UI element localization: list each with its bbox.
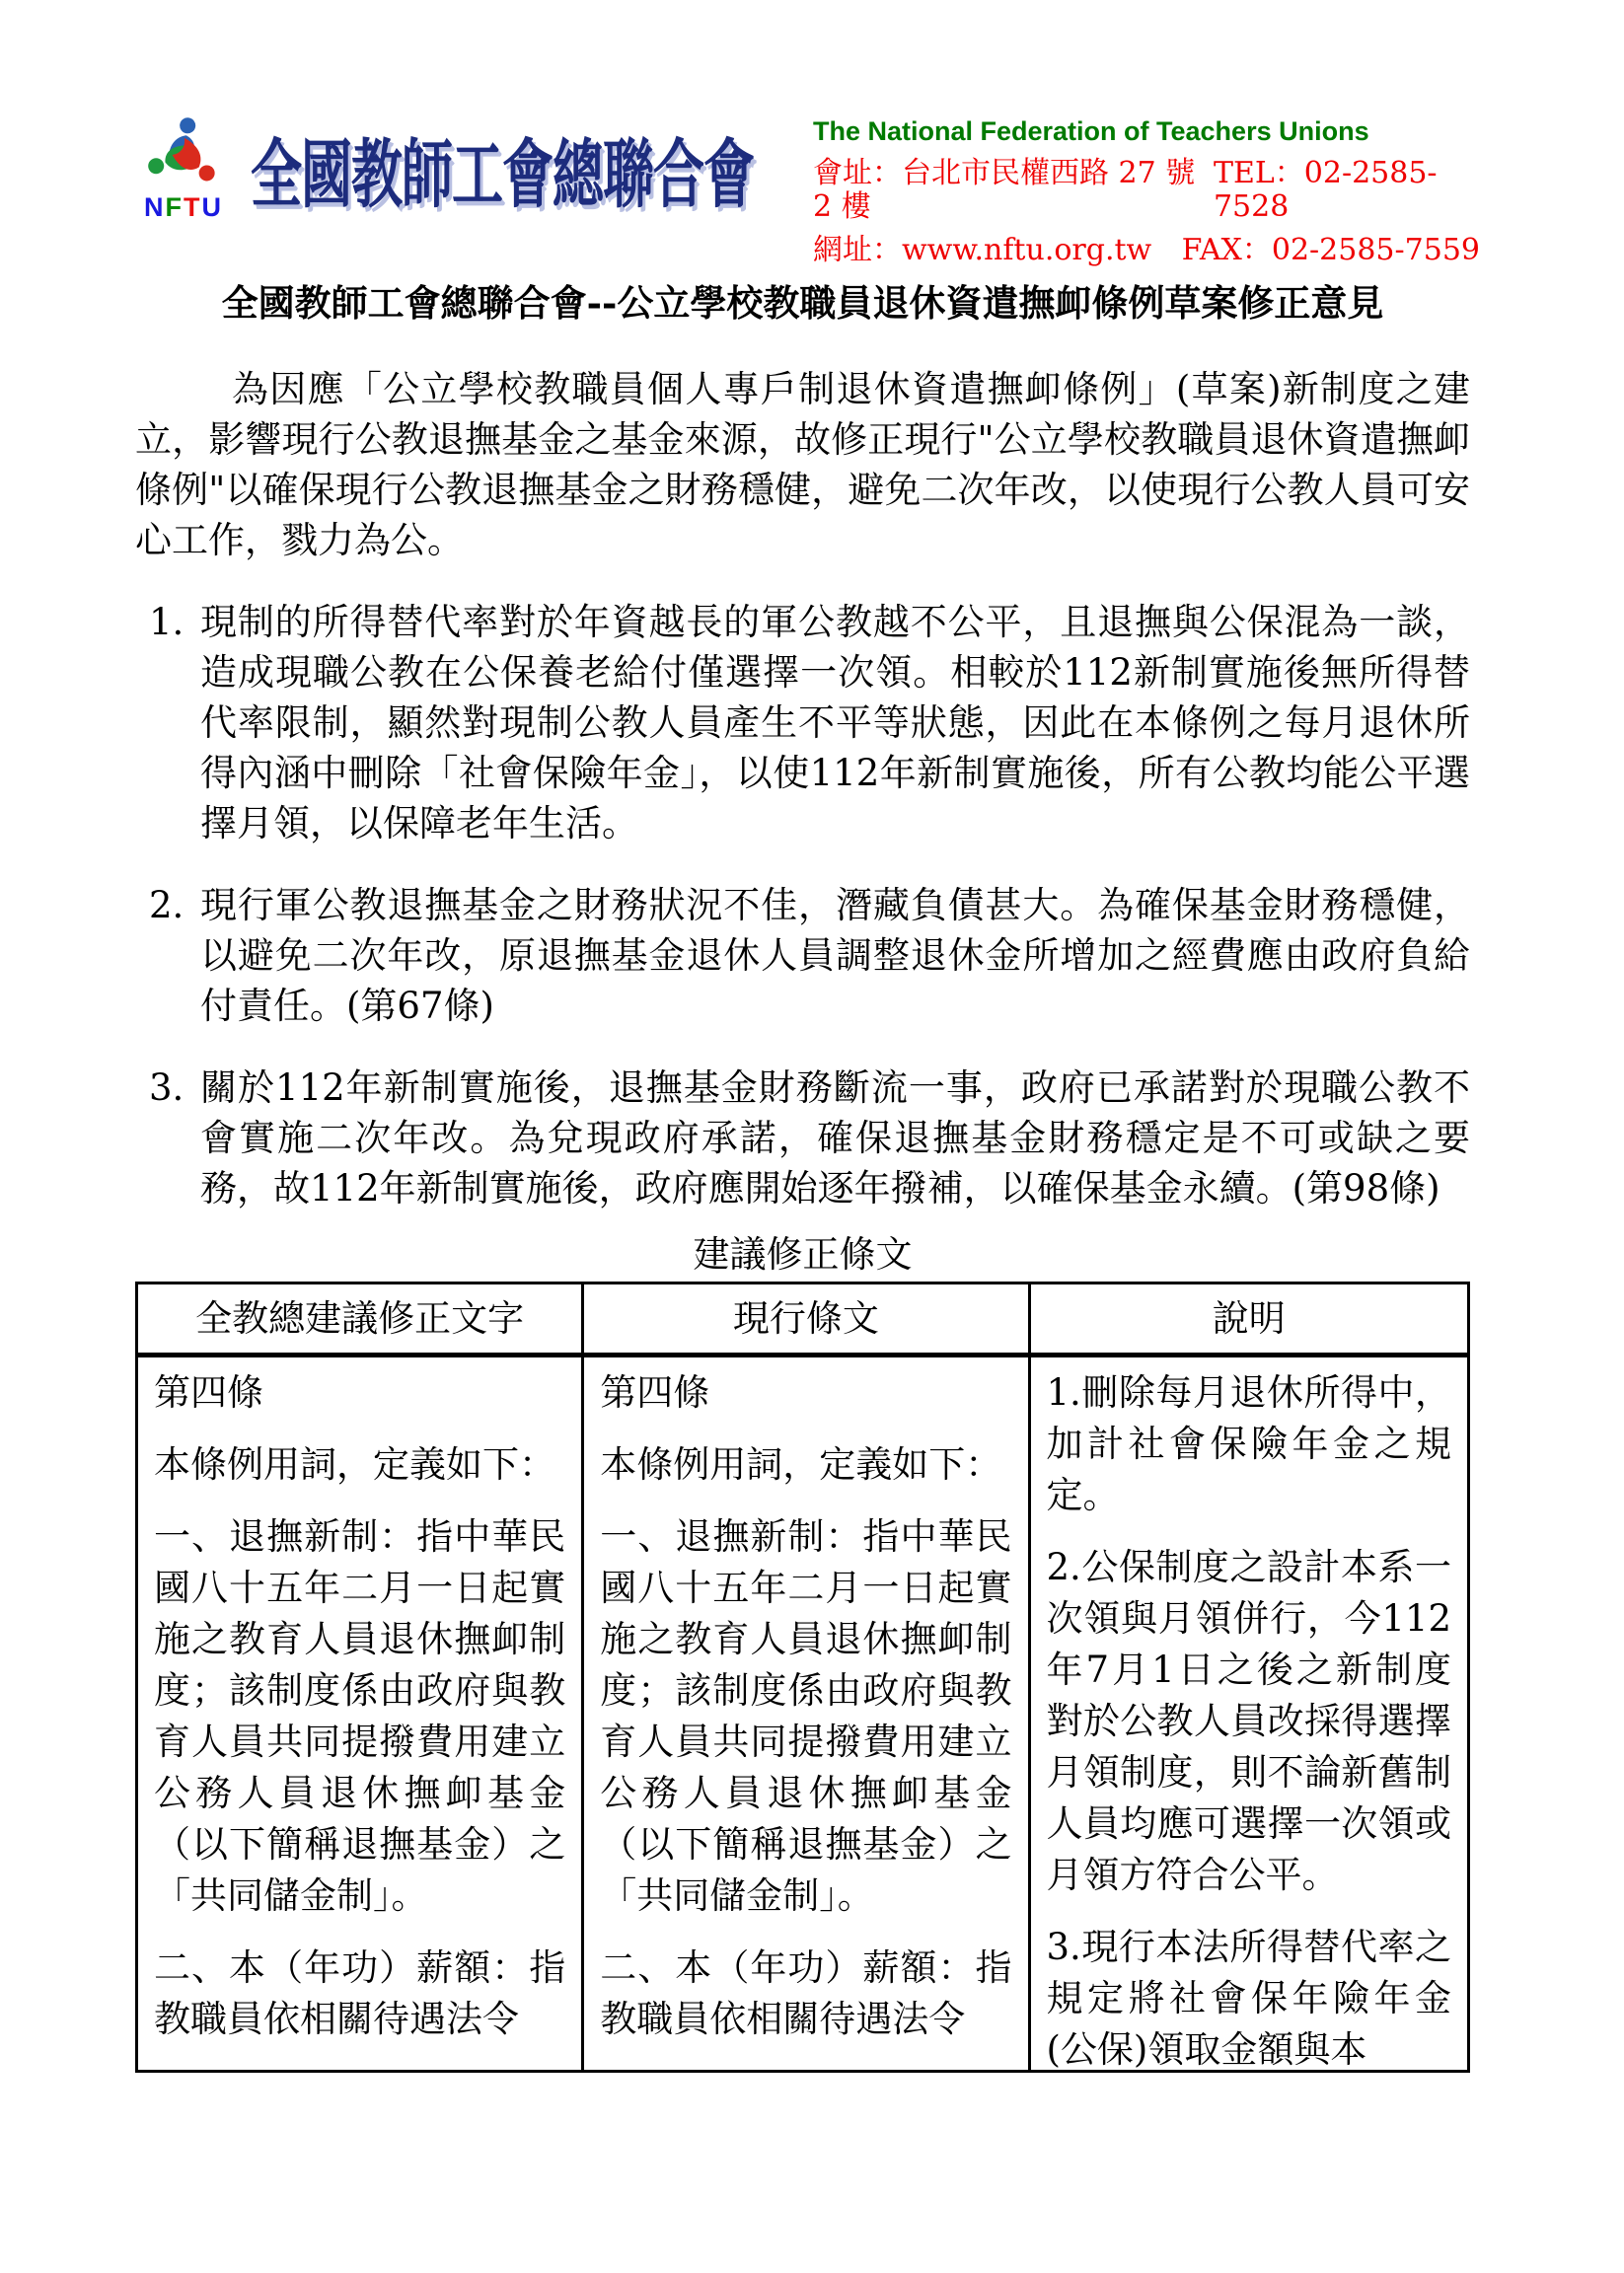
explanation-paragraphs: 1.刪除每月退休所得中，加計社會保險年金之規定。 2.公保制度之設計本系一次領與月領併行，今112年7月1日之後之新制度對於公教人員改採得選擇月領制度，則不論新舊制人員均應可選擇一次領或月領方符合公平。 3.現行本法所得替代率之規定將社會保年險年金(公保)領取金額與本 (1046, 1371, 1451, 2070)
cell-explanation-text (1029, 1356, 1469, 2072)
point-2-text: 現行軍公教退撫基金之財務狀況不佳，潛藏負債甚大。為確保基金財務穩健，以避免二次年改，原退撫基金退休人員調整退休金所增加之經費應由政府負給付責任。(第67條) (200, 884, 1470, 1027)
numbered-points (135, 597, 1470, 1213)
proposed-paragraphs: 第四條 本條例用詞，定義如下： 一、退撫新制：指中華民國八十五年二月一日起實施之教育人員退休撫卹制度；該制度係由政府與教育人員共同提撥費用建立公務人員退休撫卹基金（以下簡稱退撫基金）之「共同儲金制」。 二、本（年功）薪額：指教職員依相關待遇法令 (154, 1371, 566, 2040)
point-3-text: 關於112年新制實施後，退撫基金財務斷流一事，政府已承諾對於現職公教不會實施二次年改。為兌現政府承諾，確保退撫基金財務穩定是不可或缺之要務，故112年新制實施後，政府應開始逐年撥補，以確保基金永續。(第98條) (200, 1066, 1470, 1210)
website-text: 網址：www.nftu.org.tw (813, 233, 1152, 267)
document-body (135, 278, 1470, 2073)
tel-text: TEL：02-2585-7528 (1213, 156, 1438, 224)
amendment-comparison-table (135, 1282, 1470, 2073)
cell-current-text (583, 1356, 1029, 2072)
current-paragraphs: 第四條 本條例用詞，定義如下： 一、退撫新制：指中華民國八十五年二月一日起實施之教育人員退休撫卹制度；該制度係由政府與教育人員共同提撥費用建立公務人員退休撫卹基金（以下簡稱退撫基金）之「共同儲金制」。 二、本（年功）薪額：指教職員依相關待遇法令 (600, 1371, 1012, 2040)
address-tel-row (813, 157, 1480, 224)
table-row (137, 1356, 1469, 2072)
table-header-row (137, 1283, 1469, 1356)
point-1 (135, 597, 1470, 848)
contact-block (813, 116, 1480, 267)
point-2 (135, 880, 1470, 1031)
address-text: 會址：台北市民權西路 27 號 2 樓 (813, 156, 1196, 224)
org-name-calligraphy: 全國教師工會總聯合會 (251, 131, 755, 219)
org-name-english: The National Federation of Teachers Unions (813, 116, 1369, 146)
intro-paragraph: 為因應「公立學校教職員個人專戶制退休資遣撫卹條例」(草案)新制度之建立，影響現行公教退撫基金之基金來源，故修正現行"公立學校教職員退休資遣撫卹條例"以確保現行公教退撫基金之財務穩健，避免二次年改，以使現行公教人員可安心工作，戮力為公。 (135, 368, 1470, 561)
point-3 (135, 1063, 1470, 1213)
cell-proposed-text (137, 1356, 583, 2072)
website-fax-row (813, 234, 1480, 267)
nftu-acronym: NFTU (144, 192, 223, 222)
column-header-current: 現行條文 (583, 1283, 1029, 1356)
point-2-number: 2. (149, 884, 185, 926)
nftu-logo-icon (144, 112, 223, 193)
point-1-text: 現制的所得替代率對於年資越長的軍公教越不公平，且退撫與公保混為一談，造成現職公教在公保養老給付僅選擇一次領。相較於112新制實施後無所得替代率限制，顯然對現制公教人員產生不平等狀態，因此在本條例之每月退休所得內涵中刪除「社會保險年金」，以使112年新制實施後，所有公教均能公平選擇月領，以保障老年生活。 (200, 601, 1470, 844)
fax-text: FAX：02-2585-7559 (1181, 233, 1480, 267)
column-header-explanation: 說明 (1029, 1283, 1469, 1356)
table-caption: 建議修正條文 (693, 1233, 913, 1276)
point-3-number: 3. (149, 1066, 185, 1109)
column-header-proposed: 全教總建議修正文字 (137, 1283, 583, 1356)
page-title: 全國教師工會總聯合會--公立學校教職員退休資遣撫卹條例草案修正意見 (221, 281, 1384, 325)
point-1-number: 1. (149, 601, 185, 643)
